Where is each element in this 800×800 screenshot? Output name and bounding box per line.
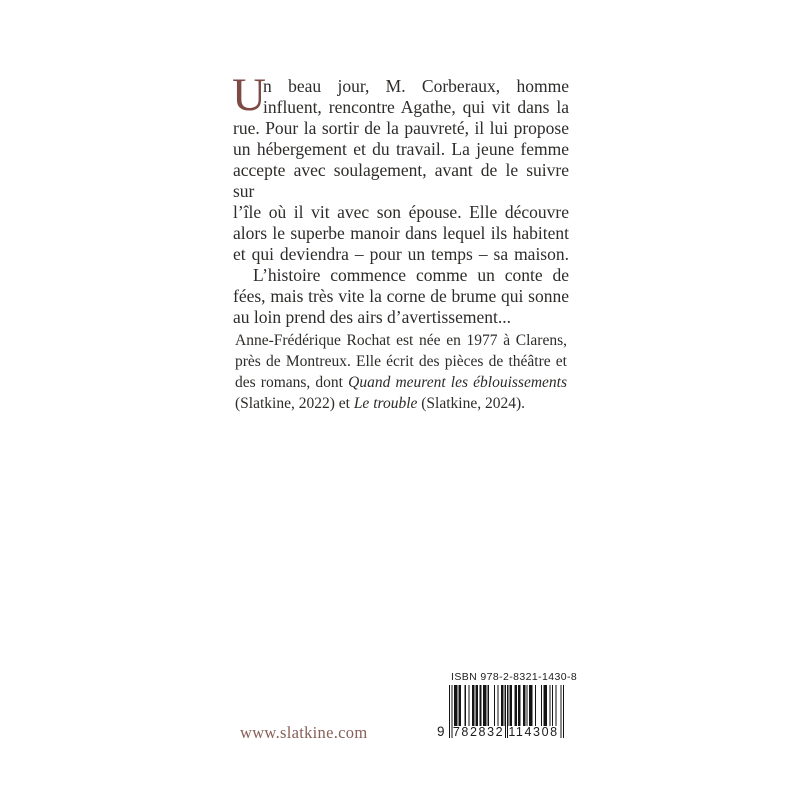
- publisher-website-text: www.slatkine.com: [240, 723, 368, 742]
- drop-cap-letter: U: [232, 69, 266, 121]
- text-line: près de Montreux. Elle écrit des pièces de théâtre et: [235, 353, 567, 370]
- text-line: Anne-Frédérique Rochat est née en 1977 à Clarens,: [235, 332, 567, 349]
- blurb-paragraphs: [233, 76, 569, 328]
- barcode-bars: [449, 685, 564, 738]
- barcode-digits-group2: 114308: [508, 725, 559, 739]
- text-line: (Slatkine, 2022) et Le trouble (Slatkine, 2024).: [235, 395, 526, 412]
- text-line: au loin prend des airs d’avertissement...: [233, 307, 511, 327]
- barcode-digits-group1: 782832: [452, 725, 505, 739]
- barcode-bars-row: [437, 685, 571, 738]
- text-line: et qui deviendra – pour un temps – sa maison.: [233, 244, 569, 264]
- text-line: rue. Pour la sortir de la pauvreté, il lui propose: [233, 118, 569, 138]
- text-line: fées, mais très vite la corne de brume qui sonne: [233, 286, 569, 306]
- text-line: L’histoire commence comme un conte de: [253, 265, 569, 285]
- isbn-label: ISBN 978-2-8321-1430-8: [451, 671, 578, 683]
- barcode-block: [437, 671, 578, 739]
- text-line: un hébergement et du travail. La jeune femme: [233, 139, 569, 159]
- text-line: accepte avec soulagement, avant de le suivre sur: [233, 160, 569, 201]
- text-line: l’île où il vit avec son épouse. Elle découvre: [233, 202, 569, 222]
- text-line: alors le superbe manoir dans lequel ils habitent: [233, 223, 569, 243]
- text-line: influent, rencontre Agathe, qui vit dans la: [263, 97, 569, 117]
- text-line: n beau jour, M. Corberaux, homme: [263, 76, 569, 96]
- text-line: des romans, dont Quand meurent les éblouissements: [235, 374, 567, 391]
- barcode-first-digit: 9: [437, 724, 445, 739]
- author-bio: [235, 330, 567, 414]
